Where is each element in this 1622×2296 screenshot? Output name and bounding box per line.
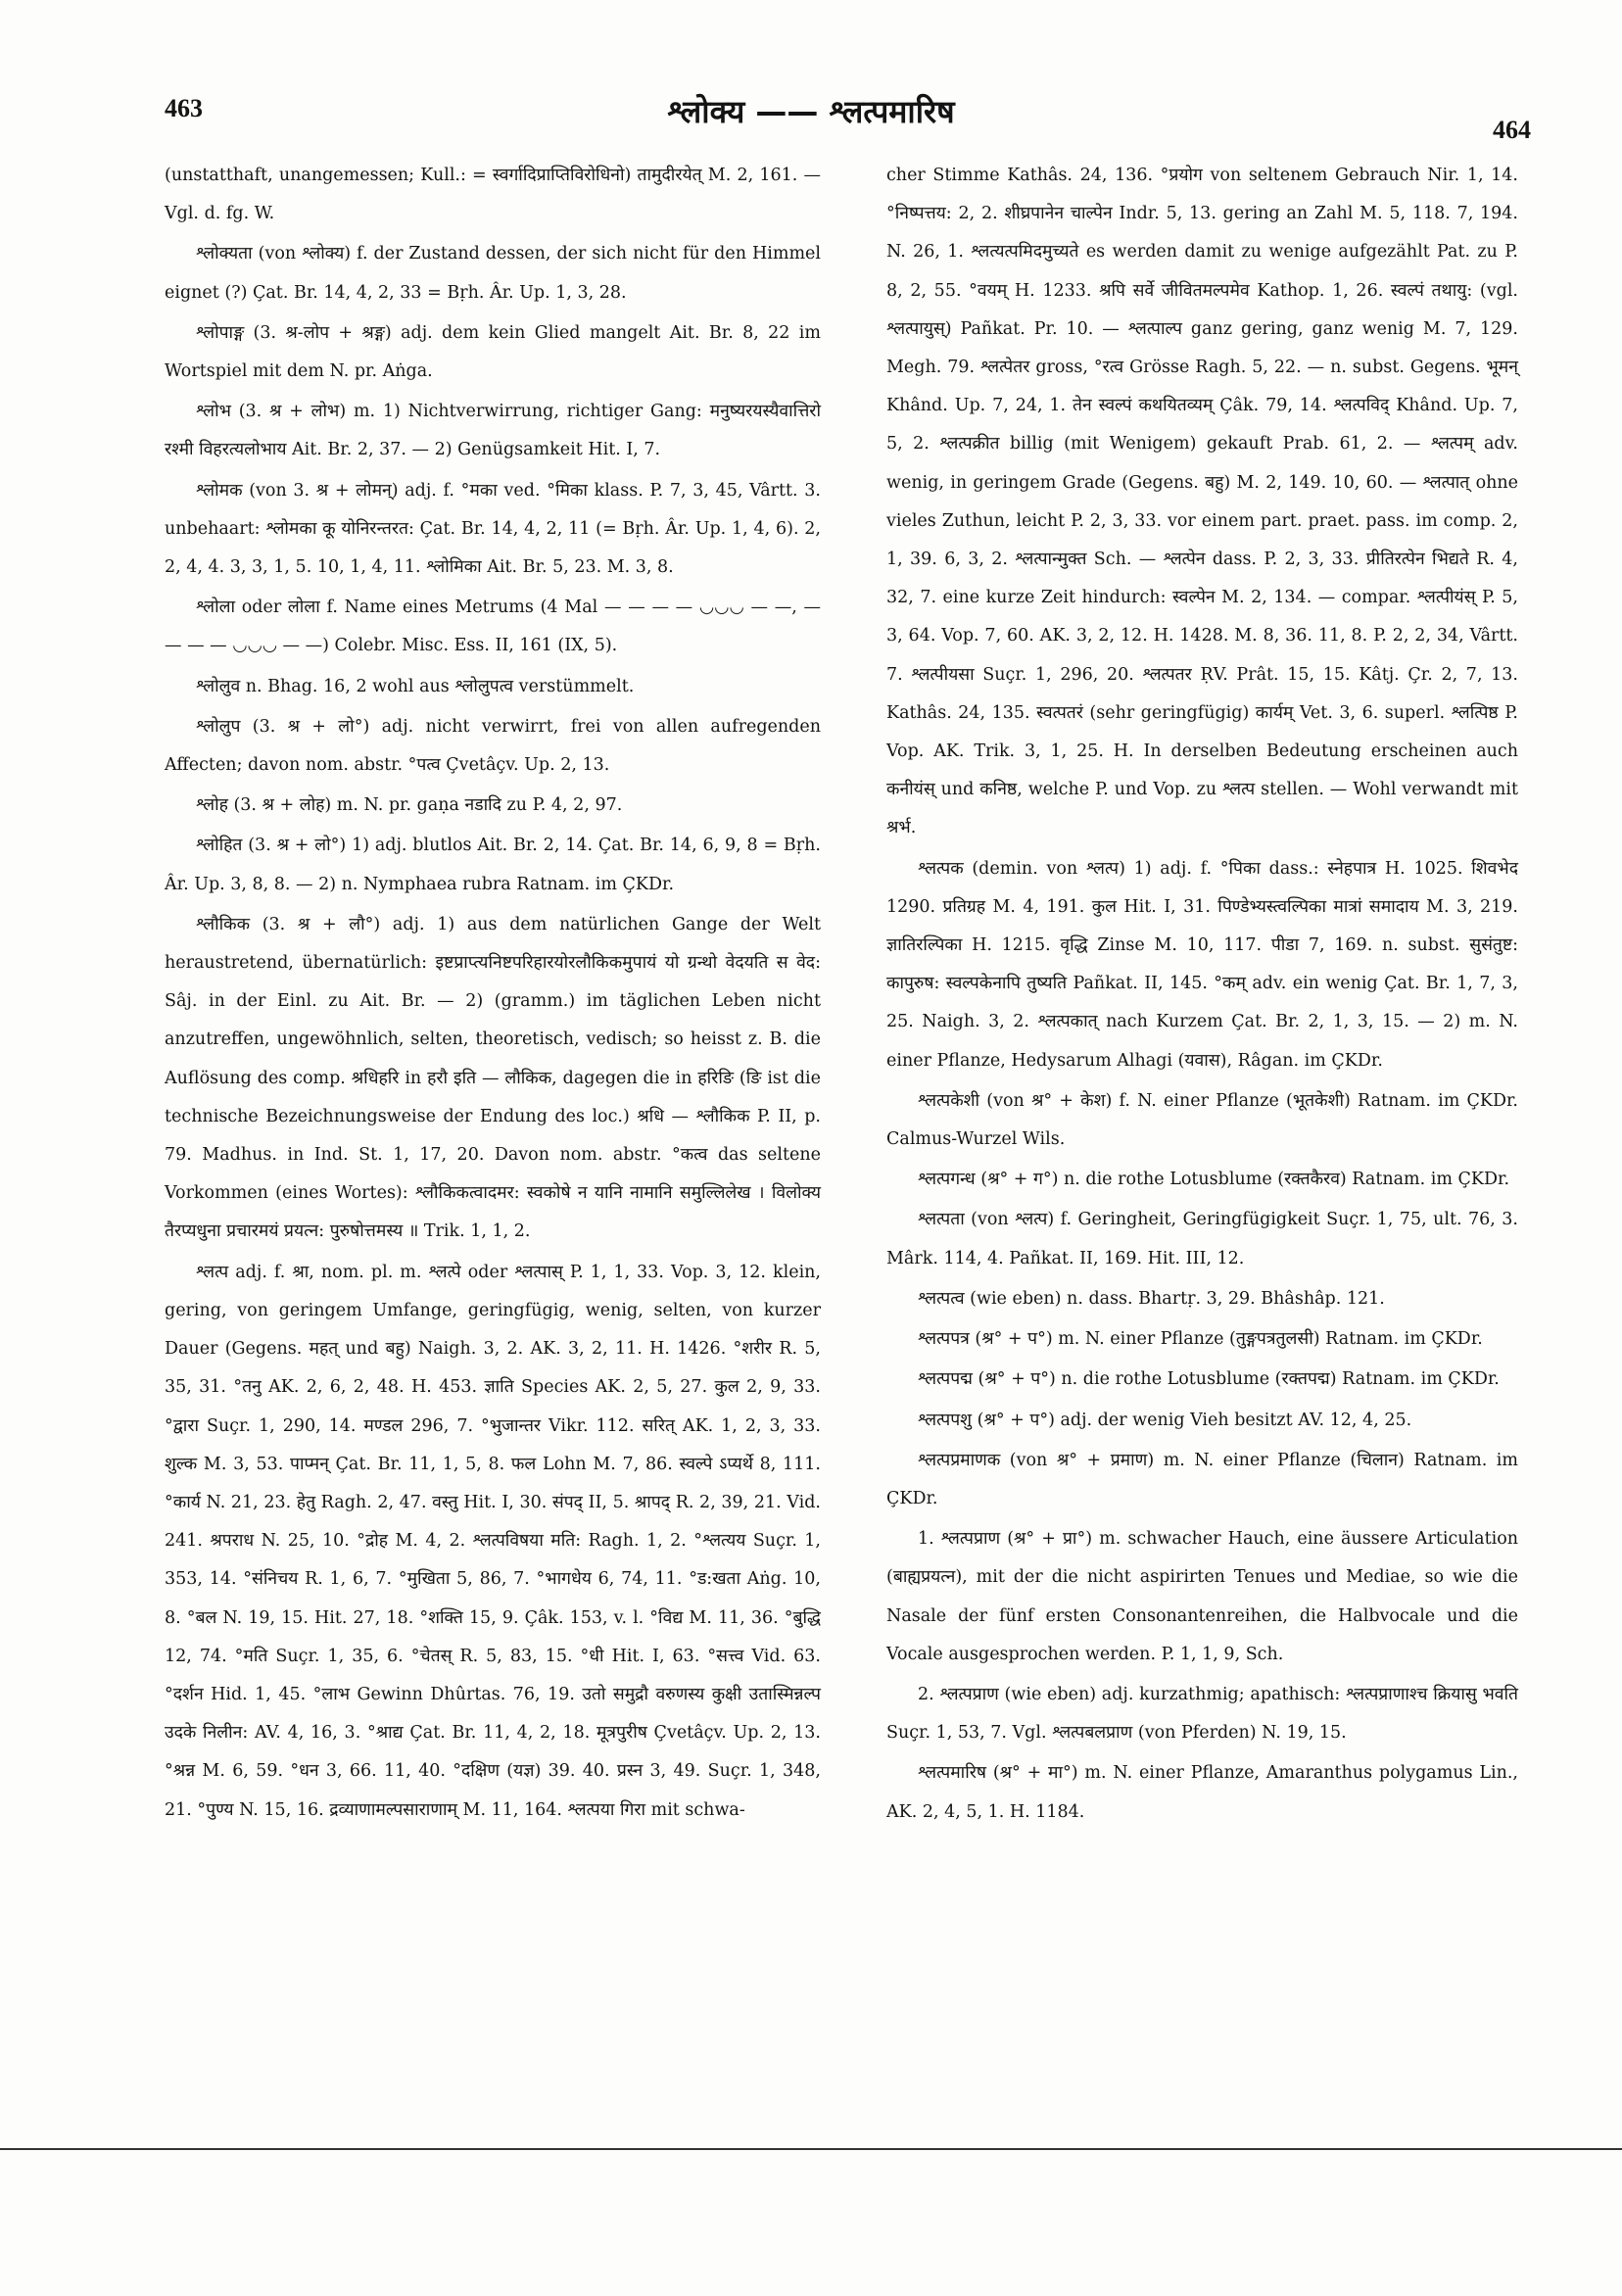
dictionary-entry: 1. श्लत्पप्राण (श्र° + प्रा°) m. schwacher Hauch, eine äussere Articulation (बाह्यप्रयत्न), mit der die nicht aspirirten Tenues und Mediae, so wie die Nasale der fünf ersten Consonantenreihen, die Halbvocale und die Vocale ausgesprochen werden. P. 1, 1, 9, Sch.: [886, 1529, 1518, 1664]
right-page-number: 464: [1493, 116, 1531, 144]
dictionary-entry: श्लत्पता (von श्लत्प) f. Geringheit, Geringfügigkeit Suçr. 1, 75, ult. 76, 3. Mârk. 114, 4. Pañkat. II, 169. Hit. III, 12.: [886, 1210, 1518, 1268]
dictionary-entry: श्लौकिक (3. श्र + लौ°) adj. 1) aus dem natürlichen Gange der Welt heraustretend, übernatürlich: इष्टप्राप्त्यनिष्टपरिहारयोरलौकिकमुपायं यो ग्रन्थो वेदयति स वेद: Sâj. in der Einl. zu Ait. Br. — 2) (gramm.) im täglichen Leben nicht anzutreffen, ungewöhnlich, selten, theoretisch, vedisch; so heisst z. B. die Auflösung des comp. श्रधिहरि in हरौ इति — लौकिक, dagegen die in हरिङि (ङि ist die technische Bezeichnungsweise der Endung des loc.) श्रधि — श्लौकिक P. II, p. 79. Madhus. in Ind. St. 1, 17, 20. Davon nom. abstr. °कत्व das seltene Vorkommen (eines Wortes): श्लौकिकत्वादमर: स्वकोषे न यानि नामानि समुल्लिलेख । विलोक्य तैरप्यधुना प्रचारमयं प्रयत्न: पुरुषोत्तमस्य ॥ Trik. 1, 1, 2.: [165, 914, 821, 1242]
dictionary-entry: श्लत्प adj. f. श्रा, nom. pl. m. श्लत्पे oder श्लत्पास् P. 1, 1, 33. Vop. 3, 12. klein, gering, von geringem Umfange, geringfügig, wenig, selten, von kurzer Dauer (Gegens. महत् und बहु) Naigh. 3, 2. AK. 3, 2, 11. H. 1426. °शरीर R. 5, 35, 31. °तनु AK. 2, 6, 2, 48. H. 453. ज्ञाति Species AK. 2, 5, 27. कुल 2, 9, 33. °द्वारा Suçr. 1, 290, 14. मण्डल 296, 7. °भुजान्तर Vikr. 112. सरित् AK. 1, 2, 3, 33. शुल्क M. 3, 53. पाप्मन् Çat. Br. 11, 1, 5, 8. फल Lohn M. 7, 86. स्वल्पे ऽप्यर्थे 8, 111. °कार्य N. 21, 23. हेतु Ragh. 2, 47. वस्तु Hit. I, 30. संपद् II, 5. श्रापद् R. 2, 39, 21. Vid. 241. श्रपराध N. 25, 10. °द्रोह M. 4, 2. श्लत्पविषया मति: Ragh. 1, 2. °श्लत्यय Suçr. 1, 353, 14. °संनिचय R. 1, 6, 7. °मुखिता 5, 86, 7. °भागधेय 6, 74, 11. °ड:खता Aṅg. 10, 8. °बल N. 19, 15. Hit. 27, 18. °शक्ति 15, 9. Çâk. 153, v. l. °विद्य M. 11, 36. °बुद्धि 12, 74. °मति Suçr. 1, 35, 6. °चेतस् R. 5, 83, 15. °धी Hit. I, 63. °सत्त्व Vid. 63. °दर्शन Hid. 1, 45. °लाभ Gewinn Dhûrtas. 76, 19. उतो समुद्रौ वरुणस्य कुक्षी उतास्मिन्नल्प उदके निलीन: AV. 4, 16, 3. °श्राद्य Çat. Br. 11, 4, 2, 18. मूत्रपुरीष Çvetâçv. Up. 2, 13. °श्रन्न M. 6, 59. °धन 3, 66. 11, 40. °दक्षिण (यज्ञ) 39. 40. प्रस्न 3, 49. Suçr. 1, 348, 21. °पुण्य N. 15, 16. द्रव्याणामल्पसाराणाम् M. 11, 164. श्लत्पया गिरा mit schwa-: [165, 1262, 821, 1820]
bottom-rule: [0, 2148, 1622, 2150]
dictionary-entry: श्लोपाङ्ग (3. श्र-लोप + श्रङ्ग) adj. dem kein Glied mangelt Ait. Br. 8, 22 im Wortspiel mit dem N. pr. Aṅga.: [165, 322, 821, 382]
dictionary-entry: श्लोमक (von 3. श्र + लोमन्) adj. f. °मका ved. °मिका klass. P. 7, 3, 45, Vârtt. 3. unbehaart: श्लोमका कू योनिरन्तरत: Çat. Br. 14, 4, 2, 11 (= Bṛh. Âr. Up. 1, 4, 6). 2, 2, 4, 4. 3, 3, 1, 5. 10, 1, 4, 11. श्लोमिका Ait. Br. 5, 23. M. 3, 8.: [165, 480, 821, 578]
dictionary-entry: श्लत्पपशु (श्र° + प°) adj. der wenig Vieh besitzt AV. 12, 4, 25.: [918, 1410, 1412, 1430]
running-header: श्लोक्य —— श्लत्पमारिष: [667, 93, 955, 130]
dictionary-entry: श्लोला oder लोला f. Name eines Metrums (4 Mal — — — — ◡◡◡ — —, — — — — ◡◡◡ — —) Colebr. Misc. Ess. II, 161 (IX, 5).: [165, 598, 821, 656]
dictionary-entry: श्लोलुप (3. श्र + लो°) adj. nicht verwirrt, frei von allen aufregenden Affecten; davon nom. abstr. °पत्व Çvetâçv. Up. 2, 13.: [165, 716, 821, 776]
dictionary-entry: श्लत्पत्व (wie eben) n. dass. Bhartṛ. 3, 29. Bhâshâp. 121.: [918, 1288, 1385, 1309]
dictionary-entry: श्लत्पप्रमाणक (von श्र° + प्रमाण) m. N. einer Pflanze (चिलान) Ratnam. im ÇKDr.: [886, 1450, 1518, 1508]
dictionary-entry: श्लत्पकेशी (von श्र° + केश) f. N. einer Pflanze (भूतकेशी) Ratnam. im ÇKDr. Calmus-Wurzel Wils.: [886, 1090, 1518, 1150]
entry-continuation: cher Stimme Kathâs. 24, 136. °प्रयोग von seltenem Gebrauch Nir. 1, 14. °निष्पत्तय: 2, 2. शीघ्रपानेन चाल्पेन Indr. 5, 13. gering an Zahl M. 5, 118. 7, 194. N. 26, 1. श्लत्यत्पमिदमुच्यते es werden damit zu wenige aufgezählt Pat. zu P. 8, 2, 55. °वयम् H. 1233. श्रपि सर्वे जीवितमल्पमेव Kathop. 1, 26. स्वल्पं तथायु: (vgl. श्लत्पायुस्) Pañkat. Pr. 10. — श्लत्पाल्प ganz gering, ganz wenig M. 7, 129. Megh. 79. श्लत्पेतर gross, °रत्व Grösse Ragh. 5, 22. — n. subst. Gegens. भूमन् Khând. Up. 7, 24, 1. तेन स्वल्पं कथयितव्यम् Çâk. 79, 14. श्लत्पविद् Khând. Up. 7, 5, 2. श्लत्पक्रीत billig (mit Wenigem) gekauft Prab. 61, 2. — श्लत्पम् adv. wenig, in geringem Grade (Gegens. बहु) M. 2, 149. 10, 60. — श्लत्पात् ohne vieles Zuthun, leicht P. 2, 3, 33. vor einem part. praet. pass. im comp. 2, 1, 39. 6, 3, 2. श्लत्पान्मुक्त Sch. — श्लत्पेन dass. P. 2, 3, 33. प्रीतिरत्पेन भिद्यते R. 4, 32, 7. eine kurze Zeit hindurch: स्वल्पेन M. 2, 134. — compar. श्लत्पीयंस् P. 5, 3, 64. Vop. 7, 60. AK. 3, 2, 12. H. 1428. M. 8, 36. 11, 8. P. 2, 2, 34, Vârtt. 7. श्लत्पीयसा Suçr. 1, 296, 20. श्लत्पतर ṚV. Prât. 15, 15. Kâtj. Çr. 2, 7, 13. Kathâs. 24, 135. स्वत्पतरं (sehr geringfügig) कार्यम् Vet. 3, 6. superl. श्लत्पिष्ठ P. Vop. AK. Trik. 3, 1, 25. H. In derselben Bedeutung erscheinen auch कनीयंस् und कनिष्ठ, welche P. und Vop. zu श्लत्प stellen. — Wohl verwandt mit श्रर्भ.: [886, 166, 1518, 838]
dictionary-entry: श्लत्पपत्र (श्र° + प°) m. N. einer Pflanze (तुङ्गपत्रतुलसी) Ratnam. im ÇKDr.: [918, 1329, 1483, 1350]
dictionary-entry: श्लत्पमारिष (श्र° + मा°) m. N. einer Pflanze, Amaranthus polygamus Lin., AK. 2, 4, 5, 1. H. 1184.: [886, 1763, 1518, 1822]
dictionary-entry: श्लोलुव n. Bhag. 16, 2 wohl aus श्लोलुपत्व verstümmelt.: [196, 676, 635, 696]
dictionary-entry: श्लत्पपद्म (श्र° + प°) n. die rothe Lotusblume (रक्तपद्म) Ratnam. im ÇKDr.: [918, 1369, 1500, 1390]
dictionary-entry: श्लोहित (3. श्र + लो°) 1) adj. blutlos Ait. Br. 2, 14. Çat. Br. 14, 6, 9, 8 = Bṛh. Âr. Up. 3, 8, 8. — 2) n. Nymphaea rubra Ratnam. im ÇKDr.: [165, 836, 821, 894]
dictionary-entry: श्लत्पक (demin. von श्लत्प) 1) adj. f. °पिका dass.: स्नेहपात्र H. 1025. शिवभेद 1290. प्रतिग्रह M. 4, 191. कुल Hit. I, 31. पिण्डेभ्यस्त्वल्पिका मात्रां समादाय M. 3, 219. ज्ञातिरल्पिका H. 1215. वृद्धि Zinse M. 10, 117. पीडा 7, 169. n. subst. सुसंतुष्ट: कापुरुष: स्वल्पकेनापि तुष्यति Pañkat. II, 145. °कम् adv. ein wenig Çat. Br. 1, 7, 3, 25. Naigh. 3, 2. श्लत्पकात् nach Kurzem Çat. Br. 2, 1, 3, 15. — 2) m. N. einer Pflanze, Hedysarum Alhagi (यवास), Râgan. im ÇKDr.: [886, 858, 1518, 1071]
dictionary-entry: श्लोक्यता (von श्लोक्य) f. der Zustand dessen, der sich nicht für den Himmel eignet (?) Çat. Br. 14, 4, 2, 33 = Bṛh. Âr. Up. 1, 3, 28.: [165, 244, 821, 303]
dictionary-entry: श्लोभ (3. श्र + लोभ) m. 1) Nichtverwirrung, richtiger Gang: मनुष्यरयस्यैवात्तिरो रश्मी विहरत्यलोभाय Ait. Br. 2, 37. — 2) Genügsamkeit Hit. I, 7.: [165, 402, 821, 460]
left-page-number: 463: [165, 94, 203, 122]
left-column: [165, 157, 821, 1830]
dictionary-entry: श्लोह (3. श्र + लोह) m. N. pr. gaṇa नडादि zu P. 4, 2, 97.: [196, 795, 623, 816]
dictionary-entry: श्लत्पगन्ध (श्र° + ग°) n. die rothe Lotusblume (रक्तकैरव) Ratnam. im ÇKDr.: [918, 1170, 1510, 1190]
right-column: [886, 157, 1518, 1832]
entry-continuation: (unstatthaft, unangemessen; Kull.: = स्वर्गादिप्राप्तिविरोधिनो) तामुदीरयेत् M. 2, 161. — Vgl. d. fg. W.: [165, 166, 821, 224]
dictionary-entry: 2. श्लत्पप्राण (wie eben) adj. kurzathmig; apathisch: श्लत्पप्राणाश्च क्रियासु भवति Suçr. 1, 53, 7. Vgl. श्लत्पबलप्राण (von Pferden) N. 19, 15.: [886, 1684, 1518, 1744]
